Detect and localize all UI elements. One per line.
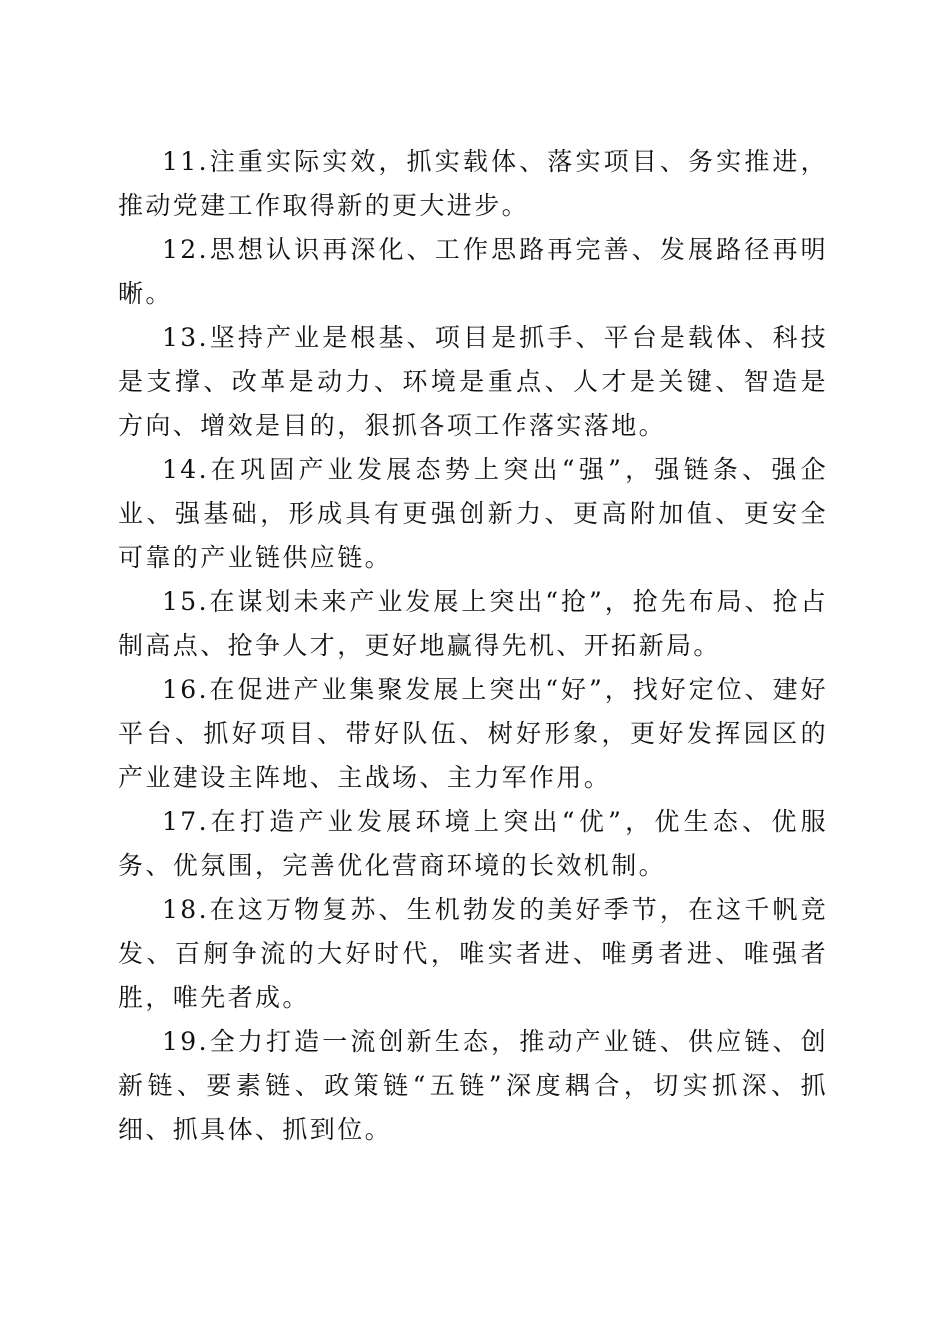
paragraph-11: 11.注重实际实效，抓实载体、落实项目、务实推进，推动党建工作取得新的更大进步。 — [118, 147, 828, 220]
paragraph-19: 19.全力打造一流创新生态，推动产业链、供应链、创新链、要素链、政策链“五链”深度耦合，切实抓深、抓细、抓具体、抓到位。 — [118, 1027, 828, 1144]
document-body — [118, 140, 828, 1152]
paragraph-14: 14.在巩固产业发展态势上突出“强”，强链条、强企业、强基础，形成具有更强创新力、更高附加值、更安全可靠的产业链供应链。 — [118, 455, 828, 572]
paragraph-16: 16.在促进产业集聚发展上突出“好”，找好定位、建好平台、抓好项目、带好队伍、树好形象，更好发挥园区的产业建设主阵地、主战场、主力军作用。 — [118, 675, 828, 792]
paragraph-18: 18.在这万物复苏、生机勃发的美好季节，在这千帆竞发、百舸争流的大好时代，唯实者进、唯勇者进、唯强者胜，唯先者成。 — [118, 895, 828, 1012]
paragraph-15: 15.在谋划未来产业发展上突出“抢”，抢先布局、抢占制高点、抢争人才，更好地赢得先机、开拓新局。 — [118, 587, 828, 660]
paragraph-13: 13.坚持产业是根基、项目是抓手、平台是载体、科技是支撑、改革是动力、环境是重点、人才是关键、智造是方向、增效是目的，狠抓各项工作落实落地。 — [118, 323, 828, 440]
paragraph-17: 17.在打造产业发展环境上突出“优”，优生态、优服务、优氛围，完善优化营商环境的长效机制。 — [118, 807, 828, 880]
paragraph-12: 12.思想认识再深化、工作思路再完善、发展路径再明晰。 — [118, 235, 828, 308]
